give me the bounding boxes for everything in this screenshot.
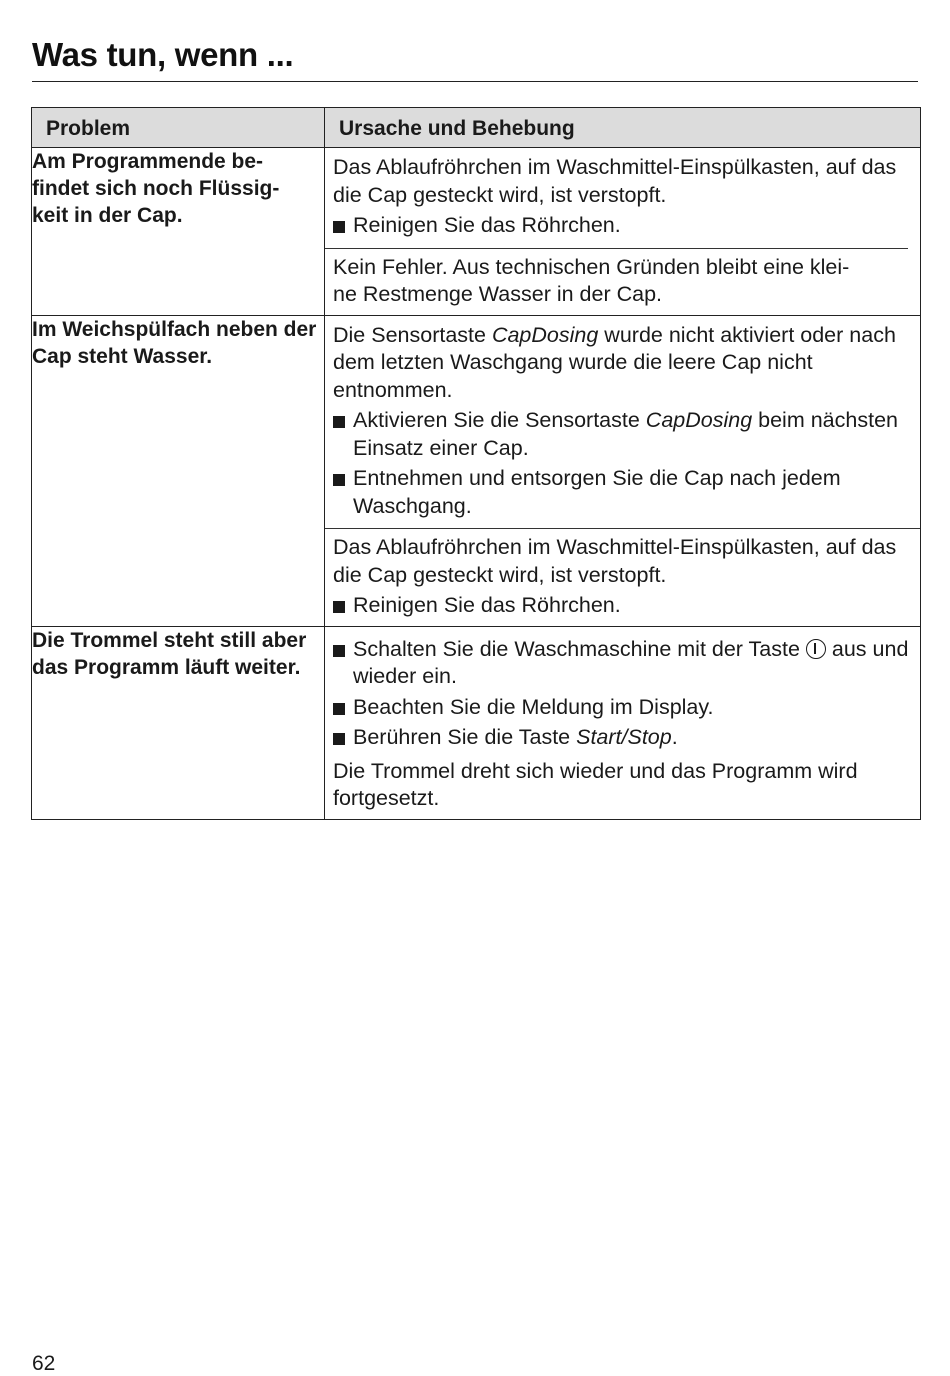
title-divider <box>32 81 918 82</box>
cause-text: Das Ablaufröhrchen im Waschmittel-Einspülkasten, auf das die Cap gesteckt wird, ist verstopft. <box>333 155 897 207</box>
step-item <box>333 592 912 620</box>
cause-block <box>325 248 908 315</box>
table-row <box>32 148 921 316</box>
cause-text: Das Ablaufröhrchen im Waschmittel-Einspülkasten, auf das die Cap gesteckt wird, ist verstopft. <box>333 535 897 587</box>
header-problem: Problem <box>32 108 325 148</box>
cause-block <box>325 148 920 248</box>
bullet-square-icon <box>333 474 345 486</box>
page-title: Was tun, wenn ... <box>32 36 294 73</box>
step-text: Aktivieren Sie die Sensortaste <box>353 408 646 432</box>
solution-cell <box>325 626 921 819</box>
problem-cell <box>32 148 325 316</box>
problem-text: Die Trommel steht still aber das Programm läuft weiter. <box>32 628 307 679</box>
cause-text-emphasis: CapDosing <box>491 322 599 347</box>
step-text: Berühren Sie die Taste <box>353 725 577 749</box>
step-text: . <box>671 725 678 749</box>
problem-cell <box>32 626 325 819</box>
cause-text-part: wurde nicht aktiviert oder nach dem letzten Waschgang wurde die leere Cap nicht entnommen. <box>333 322 896 402</box>
step-text-emphasis: CapDosing <box>645 408 753 432</box>
bullet-square-icon <box>333 645 345 657</box>
cause-block <box>325 528 920 626</box>
step-text: Reinigen Sie das Röhrchen. <box>353 213 621 237</box>
step-item <box>333 694 912 722</box>
bullet-square-icon <box>333 221 345 233</box>
bullet-square-icon <box>333 703 345 715</box>
bullet-square-icon <box>333 416 345 428</box>
page-number: 62 <box>32 1352 56 1375</box>
step-text: Schalten Sie die Waschmaschine mit der Taste <box>353 636 806 661</box>
bullet-square-icon <box>333 601 345 613</box>
step-text: Entnehmen und entsorgen Sie die Cap nach jedem Waschgang. <box>353 466 841 518</box>
table-header-row <box>32 108 921 148</box>
table-row <box>32 315 921 626</box>
step-text: beim nächsten Einsatz einer Cap. <box>353 408 898 460</box>
step-text: Beachten Sie die Meldung im Display. <box>353 694 714 719</box>
power-icon <box>806 639 826 659</box>
step-item <box>333 465 912 520</box>
solution-cell <box>325 315 921 626</box>
problem-text: Am Programmende be- findet sich noch Flüssig- keit in der Cap. <box>32 150 280 227</box>
cause-text-part: Die Sensortaste <box>333 322 492 347</box>
step-text-emphasis: Start/Stop <box>576 725 672 749</box>
result-text: Die Trommel dreht sich wieder und das Programm wird fortgesetzt. <box>333 758 858 810</box>
step-item <box>333 212 912 240</box>
troubleshooting-table <box>31 107 921 820</box>
step-item <box>333 724 912 752</box>
cause-block <box>325 627 920 819</box>
solution-cell <box>325 148 921 316</box>
step-text: Reinigen Sie das Röhrchen. <box>353 593 621 617</box>
bullet-square-icon <box>333 733 345 745</box>
step-text: aus und wieder ein. <box>353 636 909 688</box>
cause-text <box>333 322 912 405</box>
problem-cell <box>32 315 325 626</box>
cause-text: Kein Fehler. Aus technischen Gründen bleibt eine klei- ne Restmenge Wasser in der Cap. <box>333 254 850 306</box>
table-row <box>32 626 921 819</box>
step-item <box>333 636 912 691</box>
step-item <box>333 407 912 462</box>
problem-text: Im Weichspülfach neben der Cap steht Wasser. <box>32 317 317 368</box>
header-cause-remedy: Ursache und Behebung <box>325 108 921 148</box>
cause-block <box>325 316 920 529</box>
